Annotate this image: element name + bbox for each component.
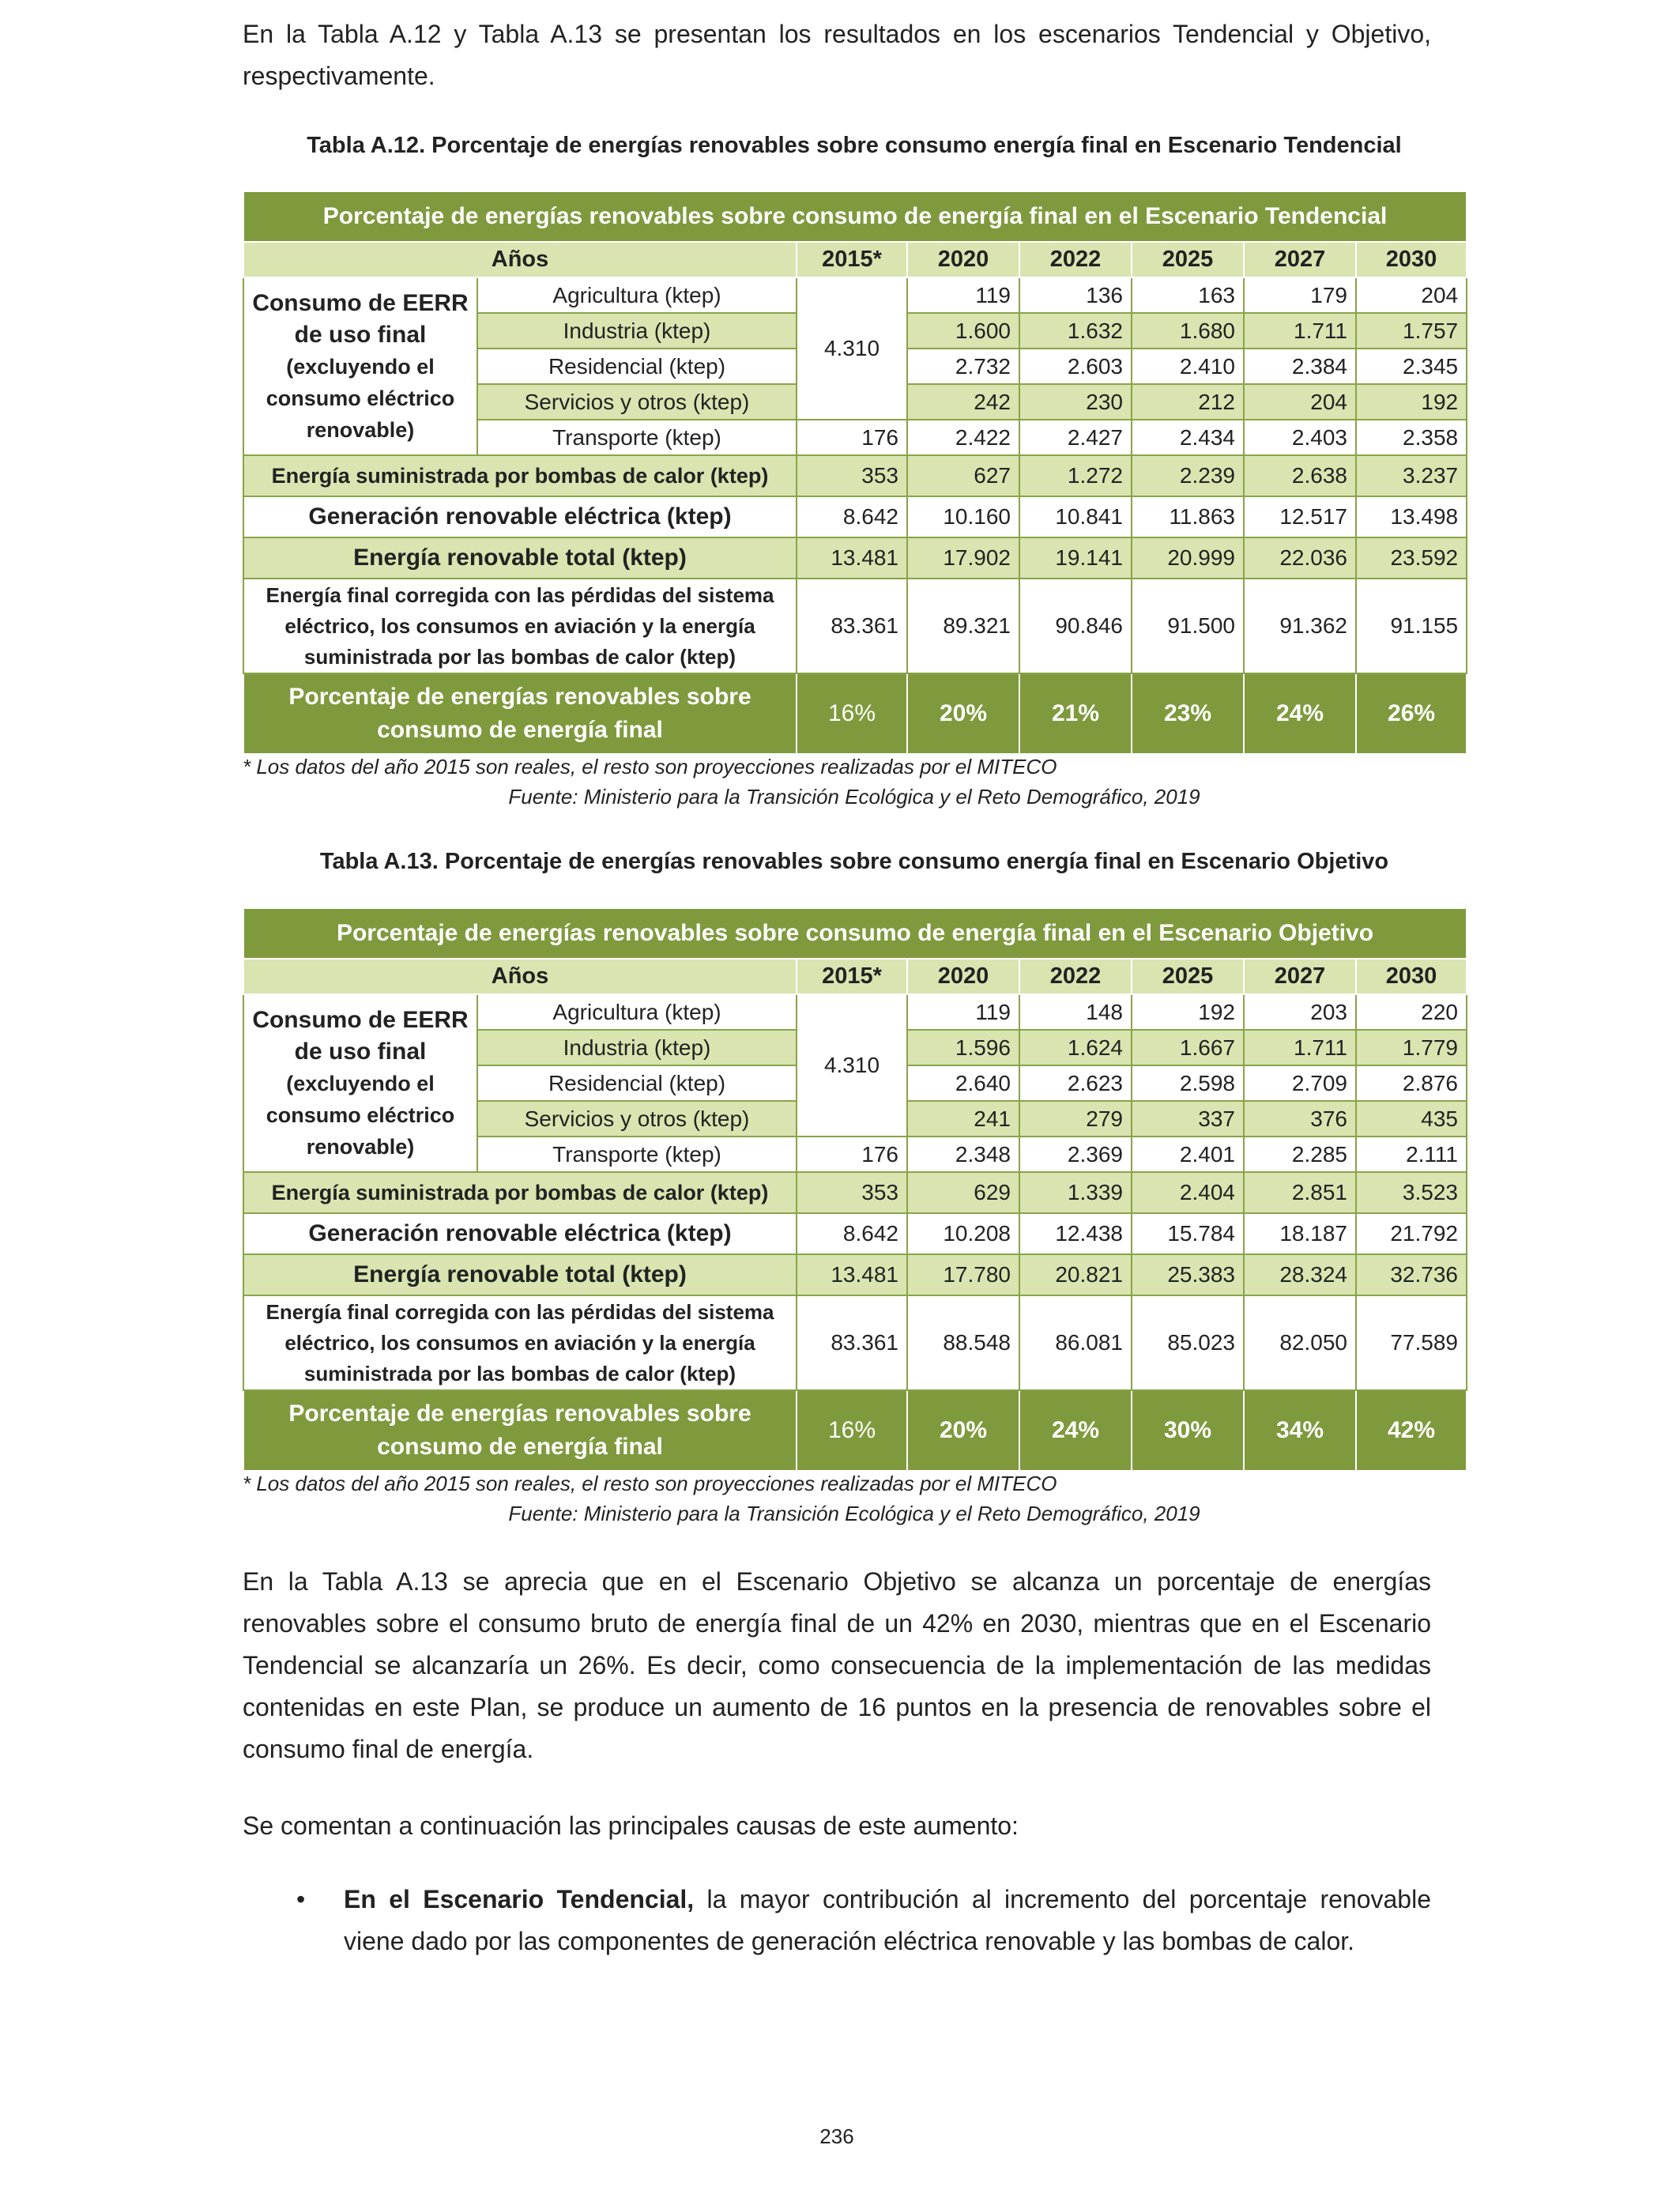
- row-label: Generación renovable eléctrica (ktep): [243, 1213, 797, 1254]
- year-header: 2030: [1356, 959, 1467, 994]
- table-cell: 86.081: [1019, 1295, 1132, 1390]
- table-cell: 1.600: [907, 313, 1019, 349]
- table-cell: 19.141: [1019, 537, 1132, 579]
- year-header: 2015*: [797, 242, 907, 277]
- table-cell: 212: [1132, 384, 1244, 420]
- table-cell: 337: [1132, 1101, 1244, 1137]
- group-label-main: Consumo de EERR de uso final: [252, 289, 469, 348]
- table-cell: 2.348: [907, 1137, 1019, 1172]
- row-label: Servicios y otros (ktep): [477, 1101, 797, 1137]
- row-label: Energía suministrada por bombas de calor (ktep): [243, 455, 797, 496]
- table-cell: 13.481: [797, 1254, 907, 1295]
- table-cell: 2.403: [1244, 420, 1356, 455]
- table-cell: 204: [1356, 277, 1467, 313]
- year-header: 2025: [1132, 242, 1244, 277]
- table-caption: Tabla A.13. Porcentaje de energías renovables sobre consumo energía final en Escenario Objetivo: [319, 849, 1389, 874]
- row-label: Energía final corregida con las pérdidas del sistema eléctrico, los consumos en aviación y la energía suministrada por las bombas de calor (ktep): [243, 579, 797, 673]
- table-cell: 22.036: [1244, 537, 1356, 579]
- table-cell: 148: [1019, 994, 1132, 1030]
- table-cell: 136: [1019, 277, 1132, 313]
- table-cell: 21.792: [1356, 1213, 1467, 1254]
- table-cell: 119: [907, 277, 1019, 313]
- table-cell: 2.603: [1019, 349, 1132, 384]
- merged-2015-value: 4.310: [797, 277, 907, 420]
- row-label: Industria (ktep): [477, 313, 797, 349]
- table-cell: 627: [907, 455, 1019, 496]
- table-cell: 119: [907, 994, 1019, 1030]
- row-label: Energía renovable total (ktep): [243, 537, 797, 579]
- table-cell: 90.846: [1019, 579, 1132, 673]
- percentage-cell: 20%: [907, 1390, 1019, 1471]
- table-cell: 2.422: [907, 420, 1019, 455]
- table-cell: 10.841: [1019, 496, 1132, 537]
- row-label: Servicios y otros (ktep): [477, 384, 797, 420]
- table-cell: 242: [907, 384, 1019, 420]
- table-cell: 85.023: [1132, 1295, 1244, 1390]
- table-cell: 2.384: [1244, 349, 1356, 384]
- group-label: [243, 277, 477, 455]
- table-cell: 8.642: [797, 496, 907, 537]
- table-cell: 13.481: [797, 537, 907, 579]
- row-label: Transporte (ktep): [477, 420, 797, 455]
- table-cell: 2.239: [1132, 455, 1244, 496]
- row-label: Industria (ktep): [477, 1030, 797, 1065]
- table-cell: 204: [1244, 384, 1356, 420]
- table-note: * Los datos del año 2015 son reales, el resto son proyecciones realizadas por el MITECO: [243, 1472, 1057, 1495]
- table-cell: 2.345: [1356, 349, 1467, 384]
- table-cell: 2.358: [1356, 420, 1467, 455]
- table-cell: 1.596: [907, 1030, 1019, 1065]
- table-cell: 2.709: [1244, 1065, 1356, 1101]
- table-cell: 2.369: [1019, 1137, 1132, 1172]
- year-header: 2022: [1019, 959, 1132, 994]
- table-cell: 1.667: [1132, 1030, 1244, 1065]
- table-cell: 192: [1356, 384, 1467, 420]
- table-cell: 2.427: [1019, 420, 1132, 455]
- table-cell: 23.592: [1356, 537, 1467, 579]
- bullet-bold-lead: En el Escenario Tendencial,: [344, 1885, 695, 1913]
- year-header: 2027: [1244, 959, 1356, 994]
- table-cell: 1.680: [1132, 313, 1244, 349]
- table-cell: 25.383: [1132, 1254, 1244, 1295]
- row-label: Energía final corregida con las pérdidas del sistema eléctrico, los consumos en aviación y la energía suministrada por las bombas de calor (ktep): [243, 1295, 797, 1390]
- table-cell: 8.642: [797, 1213, 907, 1254]
- table-cell: 176: [797, 1137, 907, 1172]
- table-cell: 2.640: [907, 1065, 1019, 1101]
- table-cell: 2.111: [1356, 1137, 1467, 1172]
- table-cell: 17.780: [907, 1254, 1019, 1295]
- table-cell: 279: [1019, 1101, 1132, 1137]
- table-cell: 1.711: [1244, 1030, 1356, 1065]
- table-cell: 2.285: [1244, 1137, 1356, 1172]
- year-header: 2030: [1356, 242, 1467, 277]
- table-cell: 2.434: [1132, 420, 1244, 455]
- percentage-cell: 24%: [1019, 1390, 1132, 1471]
- percentage-cell: 26%: [1356, 673, 1467, 754]
- table-cell: 179: [1244, 277, 1356, 313]
- bullet-icon: •: [296, 1885, 306, 1913]
- table-cell: 353: [797, 1172, 907, 1213]
- table-cell: 17.902: [907, 537, 1019, 579]
- table-cell: 20.999: [1132, 537, 1244, 579]
- table-cell: 353: [797, 455, 907, 496]
- body-paragraph: Se comentan a continuación las principales causas de este aumento:: [243, 1811, 1019, 1840]
- row-label: Energía suministrada por bombas de calor (ktep): [243, 1172, 797, 1213]
- table-cell: 2.876: [1356, 1065, 1467, 1101]
- table-cell: 28.324: [1244, 1254, 1356, 1295]
- percentage-cell: 30%: [1132, 1390, 1244, 1471]
- table-cell: 2.410: [1132, 349, 1244, 384]
- data-table-objetivo: [243, 907, 1467, 1472]
- group-label-sub: (excluyendo el consumo eléctrico renovable): [266, 354, 455, 442]
- table-cell: 163: [1132, 277, 1244, 313]
- data-table-tendencial: [243, 190, 1467, 755]
- percentage-cell: 42%: [1356, 1390, 1467, 1471]
- intro-paragraph: En la Tabla A.12 y Tabla A.13 se presentan los resultados en los escenarios Tendencial y Objetivo, respectivamente.: [243, 20, 1431, 90]
- table-cell: 12.517: [1244, 496, 1356, 537]
- table-caption: Tabla A.12. Porcentaje de energías renovables sobre consumo energía final en Escenario Tendencial: [307, 133, 1402, 158]
- table-cell: 89.321: [907, 579, 1019, 673]
- table-cell: 91.155: [1356, 579, 1467, 673]
- row-label: Generación renovable eléctrica (ktep): [243, 496, 797, 537]
- table-cell: 91.500: [1132, 579, 1244, 673]
- table-cell: 88.548: [907, 1295, 1019, 1390]
- table-cell: 2.638: [1244, 455, 1356, 496]
- table-cell: 77.589: [1356, 1295, 1467, 1390]
- merged-2015-value: 4.310: [797, 994, 907, 1137]
- table-cell: 1.711: [1244, 313, 1356, 349]
- table-cell: 203: [1244, 994, 1356, 1030]
- year-header: 2025: [1132, 959, 1244, 994]
- table-cell: 1.624: [1019, 1030, 1132, 1065]
- table-cell: 220: [1356, 994, 1467, 1030]
- table-cell: 2.404: [1132, 1172, 1244, 1213]
- table-cell: 10.208: [907, 1213, 1019, 1254]
- percentage-cell: 16%: [797, 1390, 907, 1471]
- table-cell: 2.401: [1132, 1137, 1244, 1172]
- table-cell: 10.160: [907, 496, 1019, 537]
- table-header: Porcentaje de energías renovables sobre consumo de energía final en el Escenario Objetivo: [243, 908, 1467, 959]
- table-cell: 20.821: [1019, 1254, 1132, 1295]
- body-paragraph: En la Tabla A.13 se aprecia que en el Escenario Objetivo se alcanza un porcentaje de energías renovables sobre el consumo bruto de energía final de un 42% en 2030, mientras que en el Escenario Tendencial se alcanzaría un 26%. Es decir, como consecuencia de la implementación de las medidas contenidas en este Plan, se produce un aumento de 16 puntos en la presencia de renovables sobre el consumo final de energía.: [243, 1567, 1431, 1763]
- table-cell: 1.779: [1356, 1030, 1467, 1065]
- bullet-body: la mayor contribución al incremento del porcentaje renovable viene dado por las componentes de generación eléctrica renovable y las bombas de calor.: [344, 1885, 1432, 1955]
- table-cell: 2.598: [1132, 1065, 1244, 1101]
- group-label-main: Consumo de EERR de uso final: [252, 1006, 469, 1065]
- table-cell: 3.523: [1356, 1172, 1467, 1213]
- table-cell: 91.362: [1244, 579, 1356, 673]
- row-label: Residencial (ktep): [477, 349, 797, 384]
- table-cell: 15.784: [1132, 1213, 1244, 1254]
- table-cell: 241: [907, 1101, 1019, 1137]
- row-label: Transporte (ktep): [477, 1137, 797, 1172]
- year-header: 2015*: [797, 959, 907, 994]
- table-header: Porcentaje de energías renovables sobre consumo de energía final en el Escenario Tendencial: [243, 191, 1467, 242]
- year-header: 2020: [907, 959, 1019, 994]
- table-source: Fuente: Ministerio para la Transición Ecológica y el Reto Demográfico, 2019: [508, 785, 1200, 809]
- percentage-cell: 24%: [1244, 673, 1356, 754]
- table-cell: 1.339: [1019, 1172, 1132, 1213]
- table-cell: 1.272: [1019, 455, 1132, 496]
- row-label: Residencial (ktep): [477, 1065, 797, 1101]
- years-label: Años: [243, 242, 797, 277]
- table-cell: 13.498: [1356, 496, 1467, 537]
- row-label: Porcentaje de energías renovables sobre consumo de energía final: [243, 673, 797, 754]
- table-cell: 12.438: [1019, 1213, 1132, 1254]
- bullet-text: [344, 1879, 1431, 1962]
- table-cell: 83.361: [797, 579, 907, 673]
- year-header: 2020: [907, 242, 1019, 277]
- table-note: * Los datos del año 2015 son reales, el resto son proyecciones realizadas por el MITECO: [243, 755, 1057, 778]
- table-cell: 18.187: [1244, 1213, 1356, 1254]
- table-cell: 11.863: [1132, 496, 1244, 537]
- year-header: 2022: [1019, 242, 1132, 277]
- row-label: Porcentaje de energías renovables sobre consumo de energía final: [243, 1390, 797, 1471]
- row-label: Agricultura (ktep): [477, 277, 797, 313]
- table-cell: 1.632: [1019, 313, 1132, 349]
- table-cell: 1.757: [1356, 313, 1467, 349]
- table-cell: 230: [1019, 384, 1132, 420]
- table-cell: 2.623: [1019, 1065, 1132, 1101]
- table-cell: 376: [1244, 1101, 1356, 1137]
- percentage-cell: 34%: [1244, 1390, 1356, 1471]
- group-label-sub: (excluyendo el consumo eléctrico renovable): [266, 1071, 455, 1159]
- table-cell: 3.237: [1356, 455, 1467, 496]
- table-source: Fuente: Ministerio para la Transición Ecológica y el Reto Demográfico, 2019: [508, 1502, 1200, 1525]
- table-cell: 192: [1132, 994, 1244, 1030]
- table-cell: 83.361: [797, 1295, 907, 1390]
- row-label: Energía renovable total (ktep): [243, 1254, 797, 1295]
- table-cell: 176: [797, 420, 907, 455]
- year-header: 2027: [1244, 242, 1356, 277]
- page-number: 236: [819, 2124, 854, 2148]
- table-cell: 82.050: [1244, 1295, 1356, 1390]
- table-cell: 2.732: [907, 349, 1019, 384]
- years-label: Años: [243, 959, 797, 994]
- table-cell: 629: [907, 1172, 1019, 1213]
- percentage-cell: 16%: [797, 673, 907, 754]
- percentage-cell: 20%: [907, 673, 1019, 754]
- row-label: Agricultura (ktep): [477, 994, 797, 1030]
- group-label: [243, 994, 477, 1172]
- table-cell: 2.851: [1244, 1172, 1356, 1213]
- table-cell: 32.736: [1356, 1254, 1467, 1295]
- table-cell: 435: [1356, 1101, 1467, 1137]
- percentage-cell: 21%: [1019, 673, 1132, 754]
- percentage-cell: 23%: [1132, 673, 1244, 754]
